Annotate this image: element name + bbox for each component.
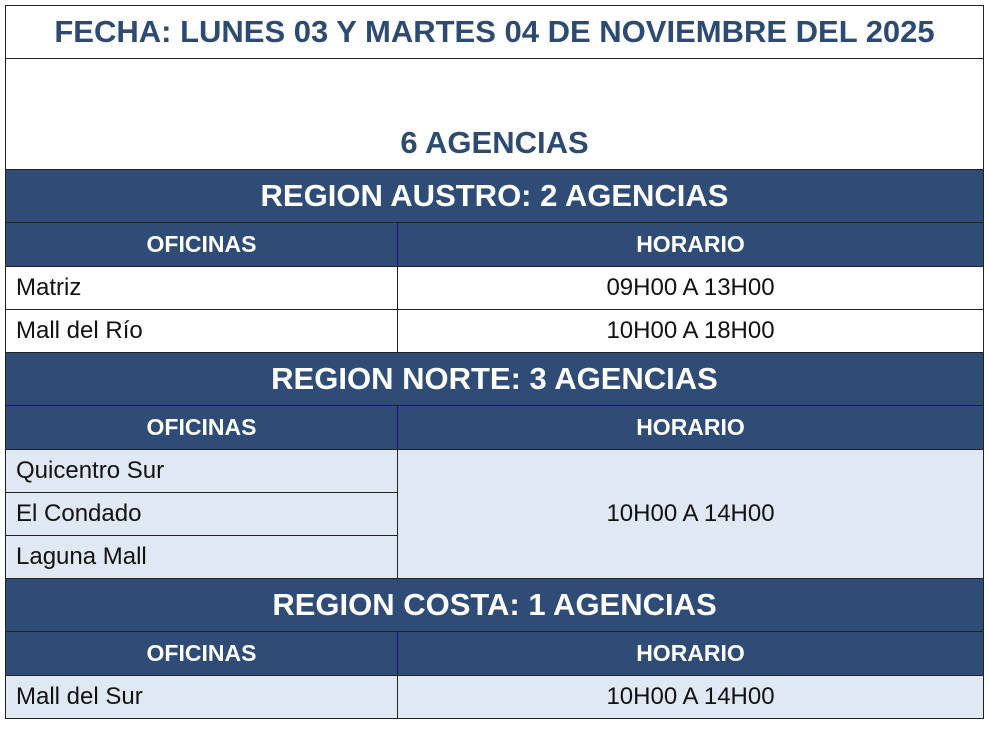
table-row [6, 676, 984, 719]
hours-header: HORARIO [398, 406, 984, 450]
table-row [6, 310, 984, 353]
column-header-row [6, 406, 984, 450]
offices-header: OFICINAS [6, 406, 398, 450]
agency-count: 6 AGENCIAS [6, 59, 984, 170]
schedule-sheet [5, 5, 983, 719]
title-row [6, 6, 984, 59]
hours-cell: 09H00 A 13H00 [398, 267, 984, 310]
office-cell: Mall del Río [6, 310, 398, 353]
region-title-norte: REGION NORTE: 3 AGENCIAS [6, 353, 984, 406]
office-cell: Laguna Mall [6, 536, 398, 579]
region-austro-row [6, 170, 984, 223]
hours-header: HORARIO [398, 223, 984, 267]
office-cell: Matriz [6, 267, 398, 310]
office-cell: Quicentro Sur [6, 450, 398, 493]
hours-cell-merged: 10H00 A 14H00 [398, 450, 984, 579]
column-header-row [6, 223, 984, 267]
offices-header: OFICINAS [6, 632, 398, 676]
offices-header: OFICINAS [6, 223, 398, 267]
table-row [6, 450, 984, 493]
office-cell: Mall del Sur [6, 676, 398, 719]
region-costa-row [6, 579, 984, 632]
date-title: FECHA: LUNES 03 Y MARTES 04 DE NOVIEMBRE DEL 2025 [6, 6, 984, 59]
office-cell: El Condado [6, 493, 398, 536]
table-row [6, 267, 984, 310]
hours-header: HORARIO [398, 632, 984, 676]
agency-count-row [6, 59, 984, 170]
hours-cell: 10H00 A 14H00 [398, 676, 984, 719]
region-title-austro: REGION AUSTRO: 2 AGENCIAS [6, 170, 984, 223]
column-header-row [6, 632, 984, 676]
region-norte-row [6, 353, 984, 406]
schedule-table [5, 5, 984, 719]
hours-cell: 10H00 A 18H00 [398, 310, 984, 353]
region-title-costa: REGION COSTA: 1 AGENCIAS [6, 579, 984, 632]
